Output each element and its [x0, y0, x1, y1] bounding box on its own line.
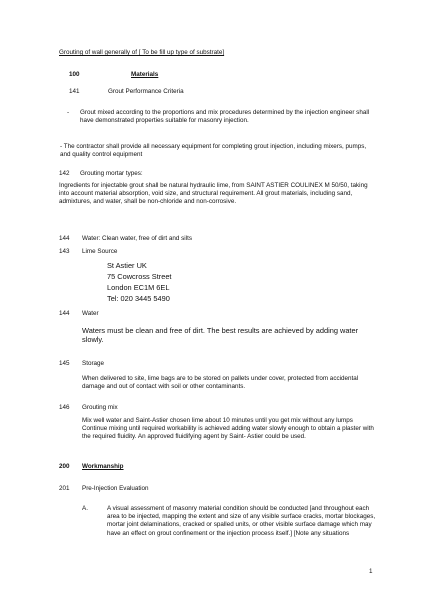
section-146-body: Mix well water and Saint-Astier chosen lime about 10 minutes until you get mix without any lumps Continue mixing until required workability is achieved adding water slowly enough to obtain a plaster with the required fluidity. An approved fluidifying agent by Saint- Astier could be used. [82, 417, 374, 441]
section-145-title: Storage [82, 360, 105, 367]
section-141-bullet-2: - The contractor shall provide all necessary equipment for completing grout injection, including mixers, pumps, and quality control equipment [60, 143, 367, 159]
section-141-bullet-1: Grout mixed according to the proportions and mix procedures determined by the injection engineer shall have demonstrated properties suitable for masonry injection. [80, 109, 370, 125]
bullet-dash: - [67, 109, 70, 116]
section-201-number: 201 [59, 485, 70, 492]
section-142-number: 142 [59, 170, 70, 177]
section-144b-body: Waters must be clean and free of dirt. The best results are achieved by adding water slowly. [82, 326, 359, 345]
section-144b-title: Water [82, 310, 99, 317]
section-100-number: 100 [69, 71, 80, 78]
section-200-number: 200 [59, 463, 70, 470]
section-146-title: Grouting mix [82, 404, 118, 411]
section-200-title: Workmanship [82, 463, 124, 470]
section-144b-number: 144 [59, 310, 70, 317]
section-143-number: 143 [59, 248, 70, 255]
address-line-1: St Astier UK [107, 261, 147, 270]
item-a-label: A. [82, 505, 88, 512]
section-201-title: Pre-Injection Evaluation [82, 485, 149, 492]
section-143-title: Lime Source [82, 248, 118, 255]
address-line-3: London EC1M 6EL [107, 283, 170, 292]
section-100-title: Materials [131, 71, 159, 78]
section-142-body: Ingredients for injectable grout shall be natural hydraulic lime, from SAINT ASTIER COULINEX M 50/50, taking into account material absorption, void size, and structural requirement. All grout materials, including sand, admixtures, and water, shall be non-chloride and non-corrosive. [59, 182, 368, 206]
section-145-body: When delivered to site, lime bags are to be stored on pallets under cover, protected from accidental damage and out of contact with soil or other contaminants. [82, 375, 359, 391]
document-title: Grouting of wall generally of [ To be fill up type of substrate] [59, 49, 225, 56]
section-146-number: 146 [59, 404, 70, 411]
section-144-number: 144 [59, 235, 70, 242]
section-144-water-note: Water: Clean water, free of dirt and silts [82, 235, 193, 242]
section-145-number: 145 [59, 360, 70, 367]
address-line-2: 75 Cowcross Street [107, 272, 172, 281]
section-142-title: Grouting mortar types: [80, 170, 143, 177]
section-141-title: Grout Performance Criteria [108, 88, 184, 95]
page-number: 1 [369, 568, 373, 575]
section-141-number: 141 [69, 88, 80, 95]
item-a-body: A visual assessment of masonry material condition should be conducted [and throughout each area to be injected, mapping the extent and size of any visible surface cracks, mortar blockages, mortar joint delaminations, cracked or spalled units, or other visible surface damage which may have an effect on grout confinement or the injection process itself.] [Note any situations [107, 505, 376, 537]
address-line-4: Tel: 020 3445 5490 [107, 294, 170, 303]
